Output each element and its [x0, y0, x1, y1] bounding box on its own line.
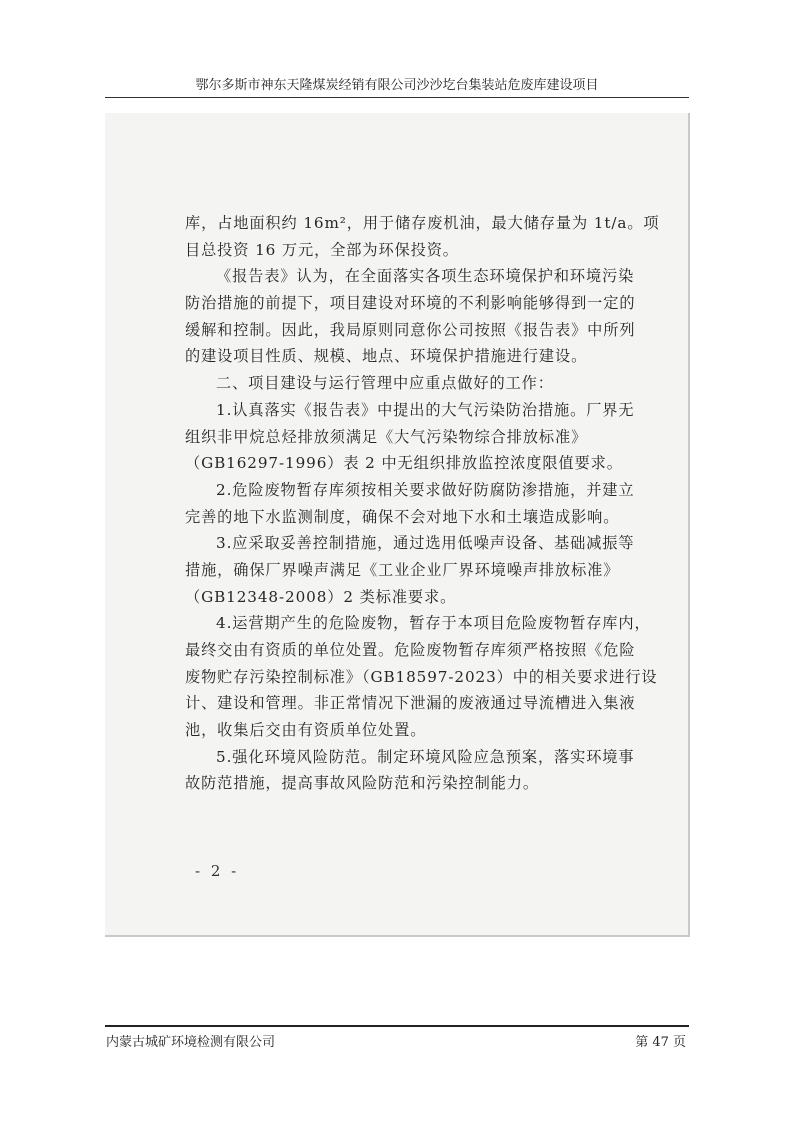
- document-text-line: 4.运营期产生的危险废物，暂存于本项目危险废物暂存库内，: [216, 614, 651, 633]
- document-text-line: 2.危险废物暂存库须按相关要求做好防腐防渗措施，并建立: [216, 480, 635, 499]
- document-text-line: 3.应采取妥善控制措施，通过选用低噪声设备、基础减振等: [216, 534, 635, 553]
- document-text-line: （GB16297-1996）表 2 中无组织排放监控浓度限值要求。: [185, 454, 623, 473]
- document-text-line: 《报告表》认为，在全面落实各项生态环境保护和环境污染: [216, 267, 635, 286]
- footer-page-number: 第 47 页: [635, 1035, 686, 1050]
- document-text-line: 废物贮存污染控制标准》（GB18597-2023）中的相关要求进行设: [185, 667, 658, 686]
- document-text-line: 计、建设和管理。非正常情况下泄漏的废液通过导流槽进入集液: [185, 694, 636, 713]
- document-text-line: 措施，确保厂界噪声满足《工业企业厂界环境噪声排放标准》: [185, 560, 620, 579]
- document-text-line: 最终交由有资质的单位处置。危险废物暂存库须严格按照《危险: [185, 641, 636, 659]
- document-text-line: 5.强化环境风险防范。制定环境风险应急预案，落实环境事: [216, 747, 635, 766]
- scanned-page-number: - 2 -: [195, 862, 240, 880]
- document-text-line: （GB12348-2008）2 类标准要求。: [185, 587, 457, 606]
- footer-divider: [105, 1025, 689, 1027]
- document-text-line: 库，占地面积约 16m²，用于储存废机油，最大储存量为 1t/a。项: [185, 214, 660, 232]
- document-text-line: 池，收集后交由有资质单位处置。: [185, 721, 427, 740]
- document-text-line: 二、项目建设与运行管理中应重点做好的工作：: [216, 374, 554, 393]
- document-text-line: 缓解和控制。因此，我局原则同意你公司按照《报告表》中所列: [185, 320, 636, 339]
- document-text-line: 组织非甲烷总烃排放须满足《大气污染物综合排放标准》: [185, 427, 588, 446]
- document-text-line: 故防范措施，提高事故风险防范和污染控制能力。: [185, 774, 539, 793]
- document-text-line: 防治措施的前提下，项目建设对环境的不利影响能够得到一定的: [185, 294, 636, 313]
- document-text-line: 的建设项目性质、规模、地点、环境保护措施进行建设。: [185, 347, 588, 366]
- document-text-line: 1.认真落实《报告表》中提出的大气污染防治措施。厂界无: [216, 400, 635, 419]
- header-divider: [105, 97, 689, 98]
- page-header-title: 鄂尔多斯市神东天隆煤炭经销有限公司沙沙圪台集装站危废库建设项目: [195, 78, 599, 93]
- document-body: [185, 210, 660, 797]
- footer-company: 内蒙古城矿环境检测有限公司: [106, 1035, 276, 1050]
- document-text-line: 目总投资 16 万元，全部为环保投资。: [185, 240, 459, 259]
- document-text-line: 完善的地下水监测制度，确保不会对地下水和土壤造成影响。: [185, 507, 620, 526]
